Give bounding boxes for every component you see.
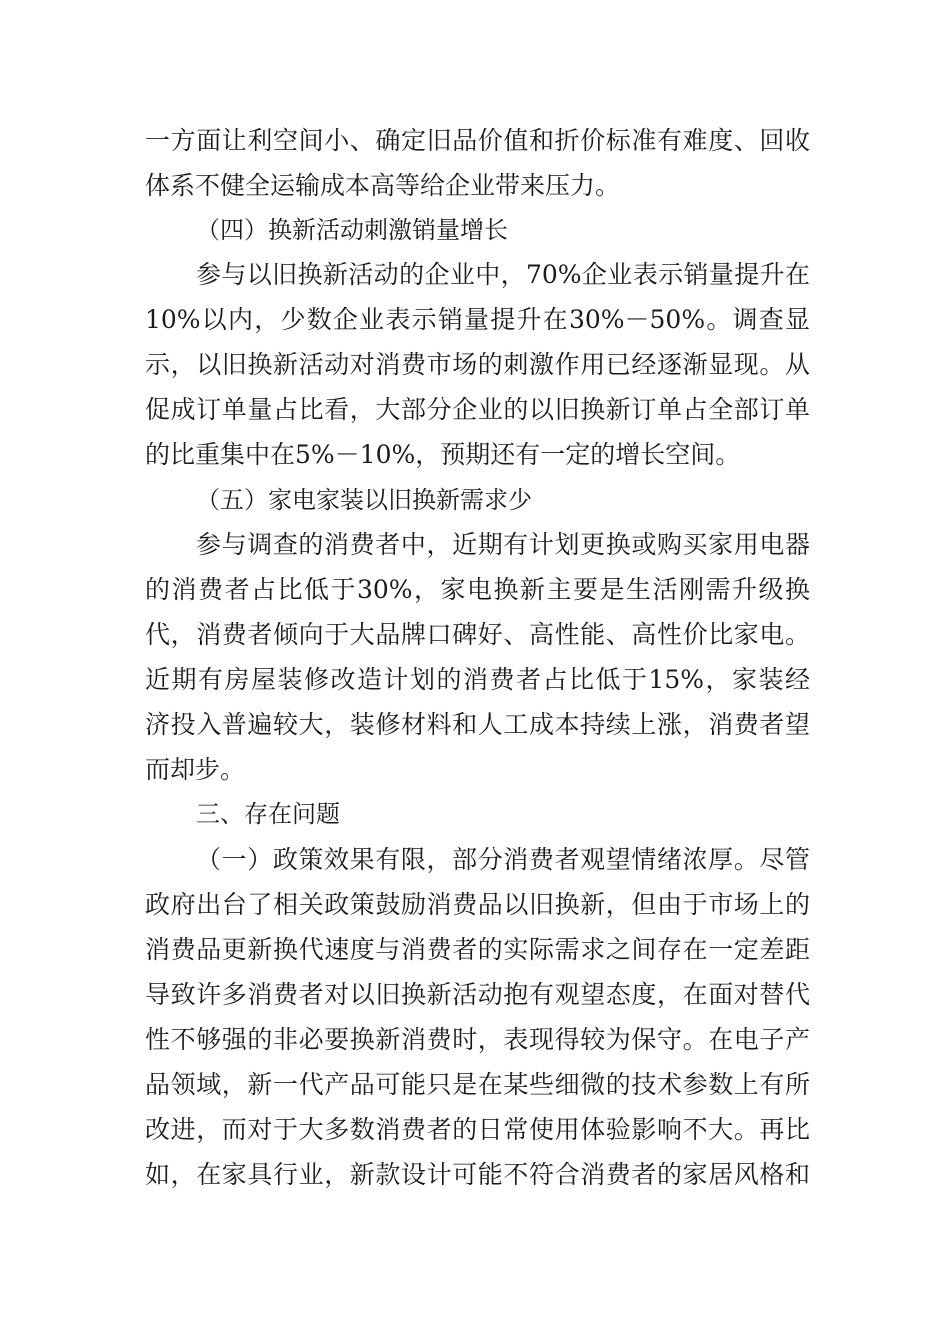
paragraph-line: 的消费者占比低于30%，家电换新主要是生活刚需升级换 <box>145 575 810 604</box>
paragraph-line: 示，以旧换新活动对消费市场的刺激作用已经逐渐显现。从 <box>145 350 810 379</box>
paragraph-line: 促成订单量占比看，大部分企业的以旧换新订单占全部订单 <box>145 395 810 424</box>
paragraph-line: （一）政策效果有限，部分消费者观望情绪浓厚。尽管 <box>196 845 810 874</box>
paragraph-line: 性不够强的非必要换新消费时，表现得较为保守。在电子产 <box>145 1025 810 1054</box>
paragraph-line: 改进，而对于大多数消费者的日常使用体验影响不大。再比 <box>145 1115 810 1144</box>
paragraph-line: 的比重集中在5%－10%，预期还有一定的增长空间。 <box>145 440 741 469</box>
subsection-heading-4: （四）换新活动刺激销量增长 <box>196 216 508 244</box>
section-heading-3: 三、存在问题 <box>196 800 340 828</box>
paragraph-line: 导致许多消费者对以旧换新活动抱有观望态度，在面对替代 <box>145 980 810 1009</box>
paragraph-line: 而却步。 <box>145 755 246 784</box>
subsection-heading-5: （五）家电家装以旧换新需求少 <box>196 486 532 514</box>
paragraph-line: 济投入普遍较大，装修材料和人工成本持续上涨，消费者望 <box>145 710 810 739</box>
paragraph-line: 参与以旧换新活动的企业中，70%企业表示销量提升在 <box>196 260 810 289</box>
paragraph-line: 消费品更新换代速度与消费者的实际需求之间存在一定差距 <box>145 935 810 964</box>
paragraph-line: 近期有房屋装修改造计划的消费者占比低于15%，家装经 <box>145 665 810 694</box>
paragraph-line: 如，在家具行业，新款设计可能不符合消费者的家居风格和 <box>145 1160 810 1189</box>
paragraph-line: 代，消费者倾向于大品牌口碑好、高性能、高性价比家电。 <box>145 620 810 649</box>
paragraph-line: 10%以内，少数企业表示销量提升在30%－50%。调查显 <box>145 305 810 334</box>
paragraph-line: 一方面让利空间小、确定旧品价值和折价标准有难度、回收 <box>145 126 810 155</box>
paragraph-line: 参与调查的消费者中，近期有计划更换或购买家用电器 <box>196 530 810 559</box>
paragraph-line: 体系不健全运输成本高等给企业带来压力。 <box>145 171 621 200</box>
paragraph-line: 品领域，新一代产品可能只是在某些细微的技术参数上有所 <box>145 1070 810 1099</box>
paragraph-line: 政府出台了相关政策鼓励消费品以旧换新，但由于市场上的 <box>145 890 810 919</box>
